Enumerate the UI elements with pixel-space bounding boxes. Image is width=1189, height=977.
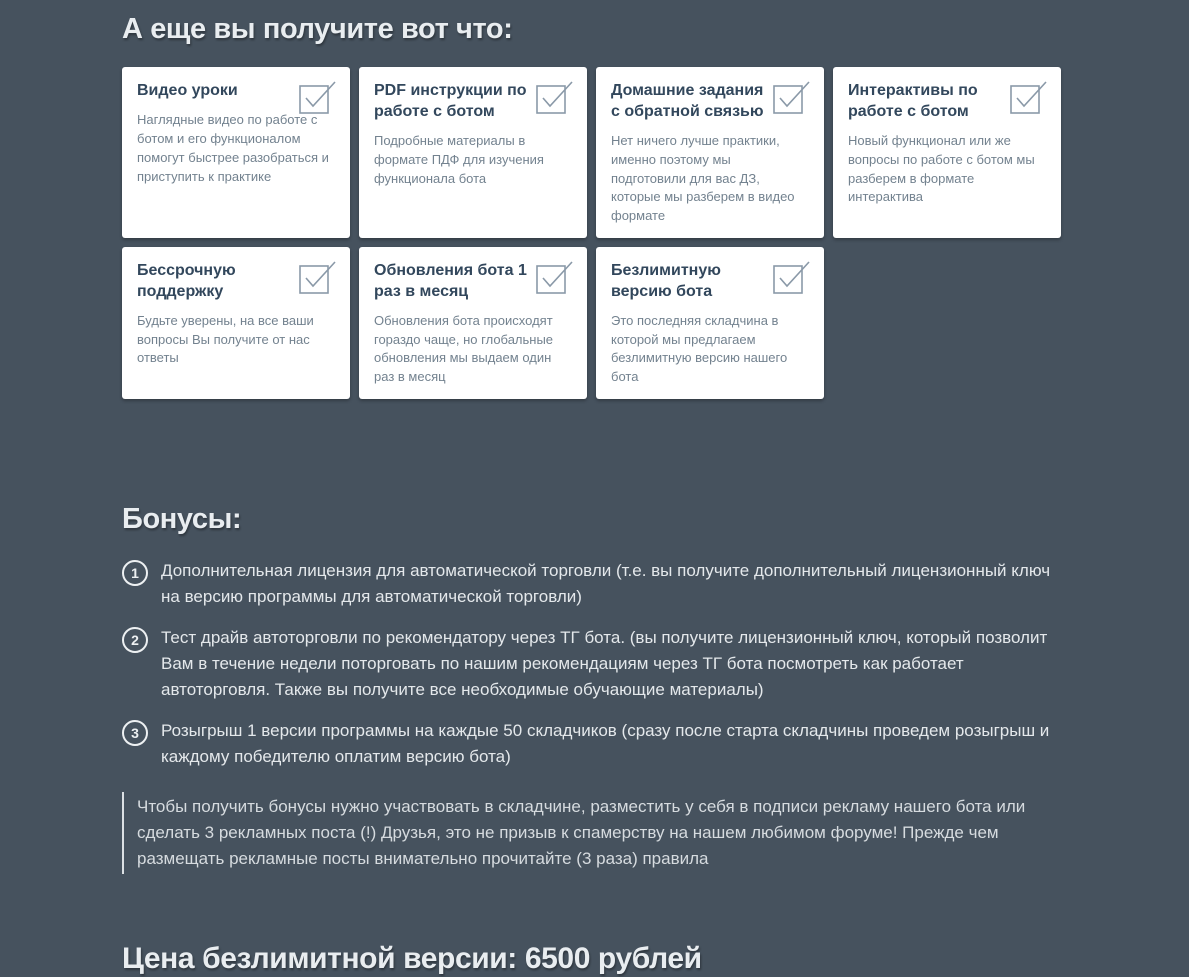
feature-card-interactives: [833, 67, 1061, 238]
checkbox-checked-icon: [536, 79, 574, 115]
feature-card-title: Видео уроки: [137, 82, 238, 100]
feature-card-text: Подробные материалы в формате ПДФ для изучения функционала бота: [374, 132, 544, 186]
bonus-number-badge: 3: [122, 720, 148, 746]
checkbox-checked-icon: [299, 79, 337, 115]
bonus-item-1: [122, 558, 1061, 610]
checkbox-checked-icon: [1010, 79, 1048, 115]
features-heading: А еще вы получите вот что:: [122, 13, 513, 45]
bonuses-section: [122, 503, 1061, 874]
page-content: [122, 0, 1061, 977]
feature-card-text: Нет ничего лучше практики, именно поэтому мы подготовили для вас ДЗ, которые мы разберем в видео формате: [611, 132, 795, 224]
bonus-number-badge: 2: [122, 627, 148, 653]
feature-card-title: Интерактивы по работе с ботом: [848, 82, 978, 121]
checkbox-checked-icon: [299, 259, 337, 295]
checkbox-checked-icon: [536, 259, 574, 295]
feature-card-title: Бессрочную поддержку: [137, 262, 236, 300]
checkbox-checked-icon: [773, 79, 811, 115]
bonus-text: Дополнительная лицензия для автоматической торговли (т.е. вы получите дополнительный лицензионный ключ на версию программы для автоматической торговли): [161, 561, 1051, 607]
feature-card-unlimited-version: [596, 247, 824, 399]
feature-card-video-lessons: [122, 67, 350, 238]
feature-card-text: Наглядные видео по работе с ботом и его функционалом помогут быстрее разобраться и приступить к практике: [137, 112, 329, 184]
feature-card-homework: [596, 67, 824, 238]
feature-card-pdf-instructions: [359, 67, 587, 238]
features-card-grid: [122, 67, 1061, 399]
feature-card-text: Новый функционал или же вопросы по работе с ботом мы разберем в формате интерактива: [848, 132, 1035, 205]
bonus-conditions-note: Чтобы получить бонусы нужно участвовать в складчине, разместить у себя в подписи рекламу нашего бота или сделать 3 рекламных поста (!) Друзья, это не призыв к спамерству на нашем любимом форуме! Прежде чем размещать рекламные посты внимательно прочитайте (3 раза) правила: [122, 792, 1061, 874]
price-heading: Цена безлимитной версии: 6500 рублей: [122, 942, 702, 976]
feature-card-title: Безлимитную версию бота: [611, 262, 721, 300]
feature-card-title: Домашние задания с обратной связью: [611, 82, 764, 121]
feature-card-text: Будьте уверены, на все ваши вопросы Вы получите от нас ответы: [137, 312, 314, 366]
feature-card-title: Обновления бота 1 раз в месяц: [374, 262, 527, 300]
feature-card-text: Это последняя складчина в которой мы предлагаем безлимитную версию нашего бота: [611, 312, 788, 385]
bonuses-heading: Бонусы:: [122, 503, 242, 536]
bonus-item-3: [122, 718, 1061, 770]
bonus-number-badge: 1: [122, 560, 148, 586]
feature-card-updates: [359, 247, 587, 399]
checkbox-checked-icon: [773, 259, 811, 295]
bonus-text: Тест драйв автоторговли по рекомендатору через ТГ бота. (вы получите лицензионный ключ, который позволит Вам в течение недели поторговать по нашим рекомендациям через ТГ бота посмотреть как работает автоторговля. Также вы получите все необходимые обучающие материалы): [161, 628, 1048, 700]
bonus-text: Розыгрыш 1 версии программы на каждые 50 складчиков (сразу после старта складчины проведем розыгрыш и каждому победителю оплатим версию бота): [161, 721, 1050, 767]
bonus-list: [122, 558, 1061, 770]
feature-card-text: Обновления бота происходят гораздо чаще, но глобальные обновления мы выдаем один раз в месяц: [374, 312, 554, 385]
feature-card-title: PDF инструкции по работе с ботом: [374, 82, 527, 121]
bonus-item-2: [122, 625, 1061, 703]
feature-card-support: [122, 247, 350, 399]
